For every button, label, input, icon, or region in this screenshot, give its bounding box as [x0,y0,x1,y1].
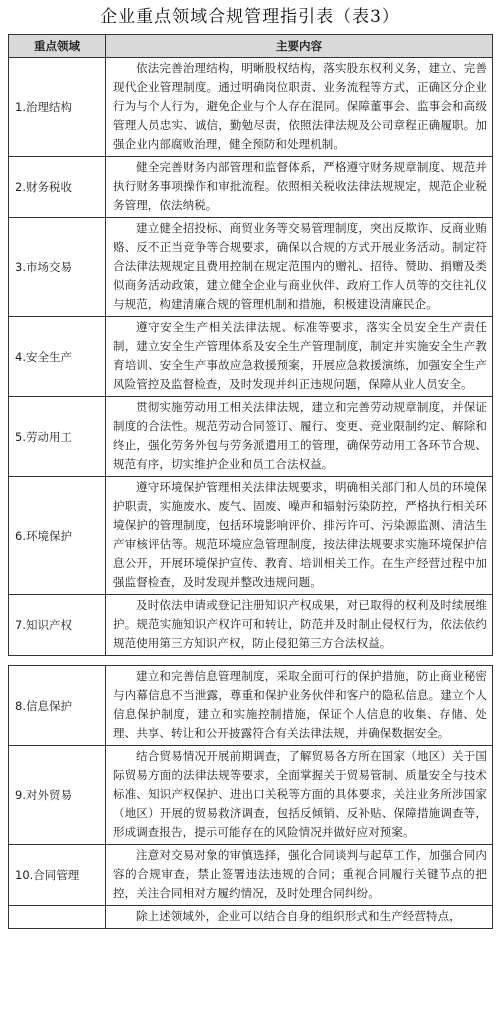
compliance-table-part-2 [8,665,493,929]
table-row [9,906,493,929]
document-title: 企业重点领域合规管理指引表（表3） [100,7,400,27]
page-break-gap [0,656,500,665]
row-area-label: 2.财务税收 [9,157,106,218]
table-row [9,746,493,845]
table-row [9,58,493,157]
table-row [9,666,493,746]
row-area-label: 1.治理结构 [9,58,106,157]
row-content-text: 遵守环境保护管理相关法律法规要求，明确相关部门和人员的环境保护职责，实施废水、废气、固废、噪声和辐射污染防控，严格执行相关环境保护的管理制度，包括环境影响评价、排污许可、污染源监测、清洁生产审核评估等。规范环境应急管理制度，按法律法规要求实施环境保护信息公开，开展环境保护宣传、教育、培训相关工作。在生产经营过程中加强监督检查，及时发现并整改违规问题。 [106,477,493,595]
row-area-label: 5.劳动用工 [9,397,106,477]
compliance-table-part-1 [8,34,493,656]
row-area-label: 7.知识产权 [9,595,106,656]
row-content-text: 建立健全招投标、商贸业务等交易管理制度，突出反欺诈、反商业贿赂、反不正当竞争等合规要求，确保以合规的方式开展业务活动。制定符合法律法规规定且费用控制在规定范围内的赠礼、招待、赞助、捐赠及类似商务活动政策，建立健全企业与商业伙伴、政府工作人员等的交往礼仪与规范，构建清廉合规的管理机制和措施，积极建设清廉民企。 [106,218,493,317]
row-content-text: 注意对交易对象的审慎选择，强化合同谈判与起草工作，加强合同内容的合规审查，禁止签署违法违规的合同；重视合同履行关键节点的把控，关注合同相对方履约情况，及时处理合同纠纷。 [106,845,493,906]
table-row [9,397,493,477]
header-content: 主要内容 [106,35,493,58]
header-area: 重点领域 [9,35,106,58]
table-row [9,477,493,595]
row-area-label: 8.信息保护 [9,666,106,746]
table-row [9,317,493,397]
table-row [9,218,493,317]
table-header-row [9,35,493,58]
row-content-text: 贯彻实施劳动用工相关法律法规，建立和完善劳动规章制度，并保证制度的合法性。规范劳动合同签订、履行、变更、竞业限制约定、解除和终止，强化劳务外包与劳务派遣用工的管理，确保劳动用工各环节合规、规范有序，切实维护企业和员工合法权益。 [106,397,493,477]
row-content-text: 依法完善治理结构，明晰股权结构，落实股东权利义务，建立、完善现代企业管理制度。通过明确岗位职责、业务流程等方式，正确区分企业行为与个人行为，避免企业与个人存在混同。保障董事会、监事会和高级管理人员忠实、诚信，勤勉尽责，依照法律法规及公司章程正确履职。加强企业内部腐败治理，健全预防和处理机制。 [106,58,493,157]
row-content-text: 建立和完善信息管理制度，采取全面可行的保护措施，防止商业秘密与内幕信息不当泄露，尊重和保护业务伙伴和客户的隐私信息。建立个人信息保护制度，建立和实施控制措施，保证个人信息的收集、存储、处理、共享、转让和公开披露符合有关法律法规，并确保数据安全。 [106,666,493,746]
row-content-text: 结合贸易情况开展前期调查，了解贸易各方所在国家（地区）关于国际贸易方面的法律法规等要求，全面掌握关于贸易管制、质量安全与技术标准、知识产权保护、进出口关税等方面的具体要求，关注业务所涉国家（地区）开展的贸易救济调查，包括反倾销、反补贴、保障措施调查等，形成调查报告，提示可能存在的风险情况并做好应对预案。 [106,746,493,845]
row-area-label: 10.合同管理 [9,845,106,906]
table-row [9,845,493,906]
row-area-label: 3.市场交易 [9,218,106,317]
row-content-text: 及时依法申请或登记注册知识产权成果，对已取得的权利及时续展维护。规范实施知识产权许可和转让，防范并及时制止侵权行为，依法依约规范使用第三方知识产权，防止侵犯第三方合法权益。 [106,595,493,656]
table-row [9,157,493,218]
row-area-label [9,906,106,929]
row-area-label: 9.对外贸易 [9,746,106,845]
row-area-label: 4.安全生产 [9,317,106,397]
row-content-text: 遵守安全生产相关法律法规、标准等要求，落实全员安全生产责任制，建立安全生产管理体系及安全生产管理制度，制定并实施安全生产教育培训、安全生产事故应急救援预案，开展应急救援演练，加强安全生产风险管控及监督检查，及时发现并纠正违规问题，保障从业人员安全。 [106,317,493,397]
row-area-label: 6.环境保护 [9,477,106,595]
table-row [9,595,493,656]
row-content-text: 健全完善财务内部管理和监督体系，严格遵守财务规章制度、规范并执行财务事项操作和审批流程。依照相关税收法律法规规定，规范企业税务管理，依法纳税。 [106,157,493,218]
row-content-text: 除上述领域外，企业可以结合自身的组织形式和生产经营特点， [106,906,493,929]
